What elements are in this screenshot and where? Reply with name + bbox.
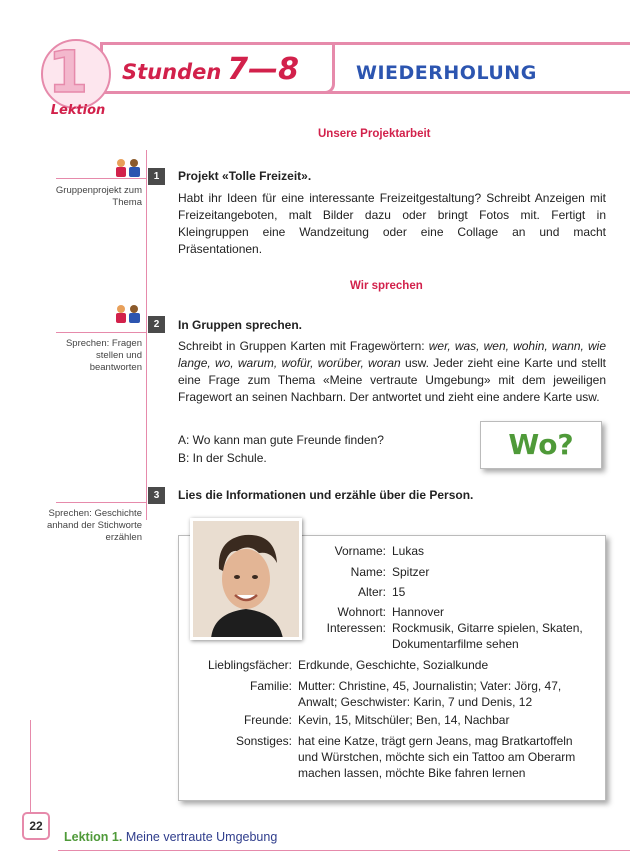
group-children-icon	[113, 157, 143, 179]
group-children-icon	[113, 303, 143, 325]
profile-label: Interessen:	[326, 621, 386, 635]
margin-rule-bottom	[30, 720, 31, 820]
profile-value: Hannover	[392, 605, 445, 619]
lesson-title-number: 7—8	[227, 52, 300, 87]
profile-label: Name:	[350, 565, 386, 579]
margin-note-rule	[56, 502, 146, 503]
profile-label: Sonstiges:	[235, 734, 292, 748]
page-number: 22	[22, 812, 50, 840]
margin-rule	[146, 150, 147, 520]
lesson-title-word: Stunden	[122, 60, 222, 84]
student-photo-illustration	[193, 521, 299, 637]
profile-value: Lukas	[392, 544, 425, 558]
profile-label: Vorname:	[334, 544, 386, 558]
margin-note-2: Sprechen: Fragen stellen und beantworten	[65, 338, 142, 373]
task-number-2: 2	[148, 316, 165, 333]
task-text-2	[178, 338, 606, 406]
section-title: WIEDERHOLUNG	[356, 62, 537, 84]
profile-row	[207, 657, 598, 673]
margin-note-3: Sprechen: Geschichte anhand der Stichworte erzählen	[46, 508, 142, 543]
profile-value: Mutter: Christine, 45, Journalistin; Vater: Jörg, 47, Anwalt; Geschwister: Karin, 7 und Denis, 12	[298, 679, 562, 709]
task-text-1: Habt ihr Ideen für eine interessante Freizeitgestaltung? Schreibt Anzeigen mit Freizeitangeboten, malt Bilder dazu oder bringt Fotos mit. Fertigt in Kleingruppen eine Wandzeitung oder eine Collage an und macht Präsentationen.	[178, 191, 606, 256]
question-word-card: Wo?	[480, 421, 602, 469]
profile-row	[357, 584, 406, 600]
student-photo	[190, 518, 302, 640]
lektion-badge-icon	[38, 36, 116, 120]
task-text-2-start: Schreibt in Gruppen Karten mit Fragewörtern:	[178, 339, 429, 353]
profile-row	[249, 678, 598, 710]
heading-projektarbeit: Unsere Projektarbeit	[318, 128, 431, 140]
profile-label: Lieblingsfächer:	[207, 658, 292, 672]
profile-value: Kevin, 15, Mitschüler; Ben, 14, Nachbar	[298, 713, 510, 727]
dialog-b: B: In der Schule.	[178, 451, 267, 465]
profile-value: 15	[392, 585, 406, 599]
footer-title: Meine vertraute Umgebung	[122, 830, 278, 844]
profile-label: Wohnort:	[337, 605, 386, 619]
profile-label: Alter:	[357, 585, 386, 599]
footer-rule	[58, 850, 630, 851]
task-number-1: 1	[148, 168, 165, 185]
profile-row	[334, 543, 425, 559]
lesson-title	[122, 52, 299, 87]
dialog-a: A: Wo kann man gute Freunde finden?	[178, 433, 384, 447]
task-text-2-words: wer, was, wen, wohin, wann, wie lange, wo, warum, wofür, worüber, woran	[178, 339, 606, 370]
profile-value: Spitzer	[392, 565, 430, 579]
profile-value: Erdkunde, Geschichte, Sozialkunde	[298, 658, 489, 672]
profile-row	[326, 620, 592, 652]
task-title-3: Lies die Informationen und erzähle über die Person.	[178, 488, 474, 502]
profile-label: Freunde:	[243, 713, 292, 727]
margin-note-1: Gruppenprojekt zum Thema	[55, 185, 142, 208]
lektion-badge-number: 1	[47, 38, 89, 106]
lektion-badge-word: Lektion	[50, 103, 106, 118]
margin-note-rule	[56, 332, 146, 333]
profile-label: Familie:	[249, 679, 292, 693]
profile-row	[235, 733, 593, 781]
task-title-1: Projekt «Tolle Freizeit».	[178, 169, 312, 183]
footer-chapter	[64, 830, 277, 844]
profile-row	[337, 604, 445, 620]
footer-prefix: Lektion 1.	[64, 830, 123, 844]
profile-row	[350, 564, 430, 580]
heading-wir-sprechen: Wir sprechen	[350, 280, 423, 292]
margin-note-rule	[56, 178, 146, 179]
profile-value: hat eine Katze, trägt gern Jeans, mag Bratkartoffeln und Würstchen, möchte sich ein Tattoo am Oberarm machen lassen, möchte Bike fahren lernen	[298, 734, 576, 780]
task-number-3: 3	[148, 487, 165, 504]
task-title-2: In Gruppen sprechen.	[178, 318, 303, 332]
profile-value: Rockmusik, Gitarre spielen, Skaten, Dokumentarfilme sehen	[392, 621, 583, 651]
profile-row	[243, 712, 598, 728]
task-text-2-end: usw. Jeder zieht eine Karte und stellt eine Frage zum Thema «Meine vertraute Umgebung» mit dem jeweiligen Fragewort an seinen Nachbarn. Der antwortet und zieht eine andere Karte usw.	[178, 356, 606, 404]
